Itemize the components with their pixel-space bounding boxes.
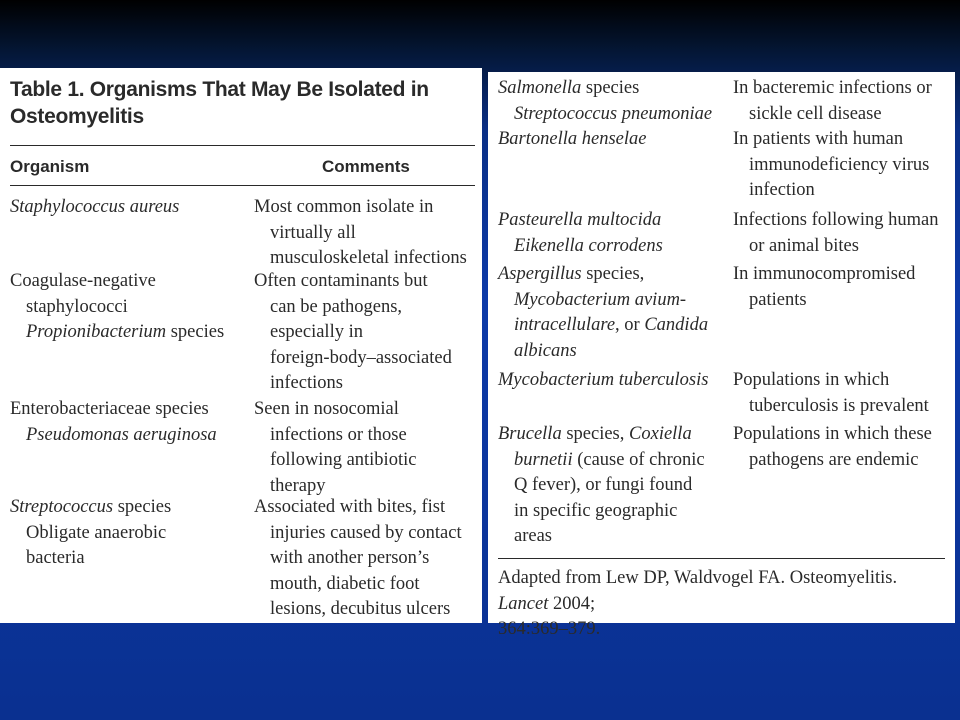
column-header-comments: Comments <box>322 157 410 176</box>
organism-line: intracellulare, or Candida <box>514 315 709 335</box>
comment-line: following antibiotic <box>270 450 417 470</box>
organism-line: Pseudomonas aeruginosa <box>26 424 217 445</box>
organism-line: bacteria <box>26 548 85 568</box>
comment-line: In patients with human <box>733 129 904 149</box>
comment-line: infections <box>270 373 343 393</box>
table-panel-right <box>488 72 955 639</box>
table-footnote: Adapted from Lew DP, Waldvogel FA. Osteomyelitis. Lancet 2004; 364:369–379. <box>498 568 898 639</box>
table-row-comment <box>733 262 915 313</box>
organism-line: burnetii (cause of chronic <box>514 449 705 470</box>
comment-line: In immunocompromised <box>733 264 916 284</box>
organism-line: Brucella species, Coxiella <box>498 424 692 444</box>
organism-line: Obligate anaerobic <box>26 522 167 543</box>
comment-line: can be pathogens, <box>270 296 403 317</box>
table-panel-left <box>0 68 482 623</box>
comment-line: immunodeficiency virus <box>749 154 930 175</box>
comment-line: infection <box>749 180 815 200</box>
table-row-comment <box>733 76 932 204</box>
organism-line: staphylococci <box>26 296 128 317</box>
organism-line: Pasteurella multocida <box>498 210 662 230</box>
comment-line: sickle cell disease <box>749 103 882 124</box>
table-row-organism <box>498 76 712 153</box>
organism-line: in specific geographic <box>514 500 678 521</box>
table-row-organism <box>498 422 705 550</box>
comment-line: pathogens are endemic <box>749 449 919 470</box>
organism-line: Mycobacterium tuberculosis <box>498 370 709 390</box>
organism-line: Coagulase-negative <box>10 271 156 291</box>
organism-line: areas <box>514 526 552 546</box>
comment-line: Often contaminants but <box>254 271 428 291</box>
organism-line: Propionibacterium species <box>26 322 225 342</box>
comment-line: foreign-body–associated <box>270 347 452 368</box>
comment-line: Infections following human <box>733 210 939 230</box>
comment-line: lesions, decubitus ulcers <box>270 599 451 619</box>
organism-line: albicans <box>514 340 577 361</box>
comment-line: infections or those <box>270 424 407 445</box>
comment-line: Associated with bites, fist <box>254 497 446 517</box>
table-title-line-1: Table 1. Organisms That May Be Isolated in <box>10 78 429 101</box>
table-row-organism <box>498 368 708 394</box>
comment-line: tuberculosis is prevalent <box>749 395 929 416</box>
table-title <box>10 76 480 130</box>
organism-line: Staphylococcus aureus <box>10 197 180 217</box>
table-row-comment <box>733 208 939 259</box>
organism-line: Streptococcus species <box>10 497 172 517</box>
column-header-organism: Organism <box>10 157 90 176</box>
organism-line: Bartonella henselae <box>498 129 647 149</box>
organism-line: Enterobacteriaceae species <box>10 399 209 419</box>
comment-line: patients <box>749 289 807 310</box>
table-row-organism <box>10 397 217 448</box>
comment-line: especially in <box>270 322 363 342</box>
comment-line: In bacteremic infections or <box>733 78 932 98</box>
table-row-organism <box>498 262 708 364</box>
comment-line: with another person’s <box>270 548 430 568</box>
comment-line: virtually all <box>270 222 356 243</box>
footnote-rule <box>498 558 945 559</box>
table-row-comment <box>254 397 416 499</box>
comment-line: mouth, diabetic foot <box>270 573 420 594</box>
table-row-comment <box>254 269 452 397</box>
comment-line: musculoskeletal infections <box>270 248 467 268</box>
organism-line: Mycobacterium avium- <box>514 289 687 310</box>
comment-line: therapy <box>270 475 326 496</box>
comment-line: injuries caused by contact <box>270 522 462 543</box>
table-title-line-2: Osteomyelitis <box>10 105 144 128</box>
table-row-comment <box>254 495 462 623</box>
header-rule-top <box>10 145 475 146</box>
comment-line: or animal bites <box>749 235 859 256</box>
comment-line: Most common isolate in <box>254 197 434 217</box>
organism-line: Q fever), or fungi found <box>514 475 693 495</box>
table-row-comment <box>733 422 932 473</box>
table-row-organism <box>10 495 171 572</box>
comment-line: Populations in which <box>733 370 890 390</box>
table-row-comment <box>254 195 467 272</box>
table-row-organism <box>10 269 224 346</box>
organism-line: Streptococcus pneumoniae <box>514 103 713 124</box>
organism-line: Salmonella species <box>498 78 640 98</box>
comment-line: Populations in which these <box>733 424 932 444</box>
table-row-organism <box>10 195 179 221</box>
organism-line: Aspergillus species, <box>498 264 645 284</box>
header-rule-bottom <box>10 185 475 186</box>
table-row-organism <box>498 208 663 259</box>
table-row-comment <box>733 368 929 419</box>
organism-line: Eikenella corrodens <box>514 235 663 256</box>
comment-line: Seen in nosocomial <box>254 399 399 419</box>
